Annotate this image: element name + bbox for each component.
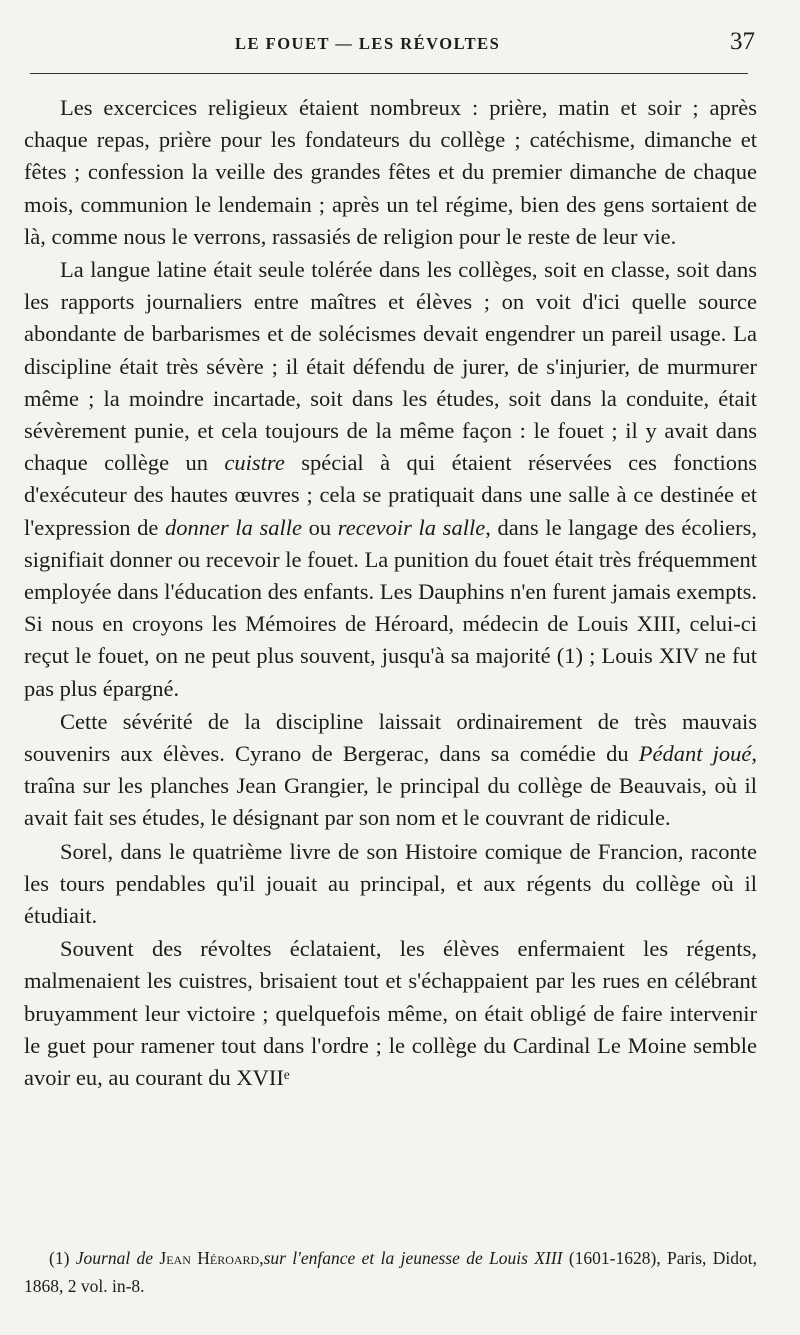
- paragraph-sorel: Sorel, dans le quatrième livre de son Histoire comique de Francion, raconte les tours pendables qu'il jouait au principal, et aux régents du collège où il étudiait.: [24, 838, 757, 929]
- running-title: LE FOUET — LES RÉVOLTES: [235, 34, 501, 53]
- body-text: [24, 92, 757, 1094]
- text-span: , traîna sur les planches Jean Grangier, le principal du collège de Beauvais, où il avait fait ses études, le désignant par son nom et le couvrant de ridicule.: [24, 741, 757, 831]
- page-header: [30, 28, 755, 64]
- paragraph-cyrano: [24, 706, 757, 835]
- text-span: ou: [302, 514, 338, 540]
- text-span: , dans le langage des écoliers, signifiait donner ou recevoir le fouet. La punition du fouet était très fréquemment employée dans l'éducation des enfants. Les Dauphins n'en furent jamais exempts. Si nous en croyons les Mémoires de Héroard, médecin de Louis XIII, celui-ci reçut le fouet, on ne peut plus souvent, jusqu'à sa majorité (1) ; Louis XIV ne fut pas plus épargné.: [24, 514, 757, 701]
- footnote-marker: (1): [49, 1248, 76, 1268]
- page-number: 37: [730, 28, 755, 55]
- italic-term-cuistre: cuistre: [224, 450, 285, 476]
- header-rule: [30, 73, 748, 74]
- footnote-italic-journal: Journal de: [75, 1248, 154, 1268]
- text-span: La langue latine était seule tolérée dans les collèges, soit en classe, soit dans les rapports journaliers entre maîtres et élèves ; on voit d'ici quelle source abondante de barbarismes et de solécismes devait engendrer un pareil usage. La discipline était très sévère ; il était défendu de jurer, de s'injurier, de murmurer même ; la moindre incartade, soit dans les études, soit dans la conduite, était sévèrement punie, et cela toujours de la même façon : le fouet ; il y avait dans chaque collège un: [24, 257, 757, 476]
- footnotes: [24, 1244, 757, 1300]
- italic-title-pedant-joue: Pédant joué: [638, 741, 752, 767]
- footnote-author: Jean Héroard,: [153, 1248, 264, 1268]
- italic-term-recevoir-la-salle: recevoir la salle: [337, 514, 486, 540]
- footnote-1: [24, 1244, 757, 1300]
- paragraph-latin-discipline: [24, 254, 757, 705]
- paragraph-religious-exercises: Les excercices religieux étaient nombreux : prière, matin et soir ; après chaque repas, prière pour les fondateurs du collège ; catéchisme, dimanche et fêtes ; confession la veille des grandes fêtes et du premier dimanche de chaque mois, communion le lendemain ; après un tel régime, bien des gens sortaient de là, comme nous le verrons, rassasiés de religion pour le reste de leur vie.: [24, 95, 757, 249]
- paragraph-revolts: Souvent des révoltes éclataient, les élèves enfermaient les régents, malmenaient les cuistres, brisaient tout et s'échappaient par les rues en célébrant bruyamment leur victoire ; quelquefois même, on était obligé de faire intervenir le guet pour ramener tout dans l'ordre ; le collège du Cardinal Le Moine semble avoir eu, au courant du XVIIᵉ: [24, 936, 757, 1091]
- text-span: Cette sévérité de la discipline laissait ordinairement de très mauvais souvenirs aux élèves. Cyrano de Bergerac, dans sa comédie du: [24, 708, 757, 767]
- footnote-italic-title: sur l'enfance et la jeunesse de Louis XIII: [263, 1248, 563, 1268]
- text-span: spécial à qui étaient réservées ces fonctions d'exécuteur des hautes œuvres ; cela se pratiquait dans une salle à ce destinée et l'expression de: [24, 450, 757, 540]
- footnote-publication: (1601-1628), Paris, Didot, 1868, 2 vol. in-8.: [24, 1248, 757, 1296]
- italic-term-donner-la-salle: donner la salle: [165, 514, 303, 540]
